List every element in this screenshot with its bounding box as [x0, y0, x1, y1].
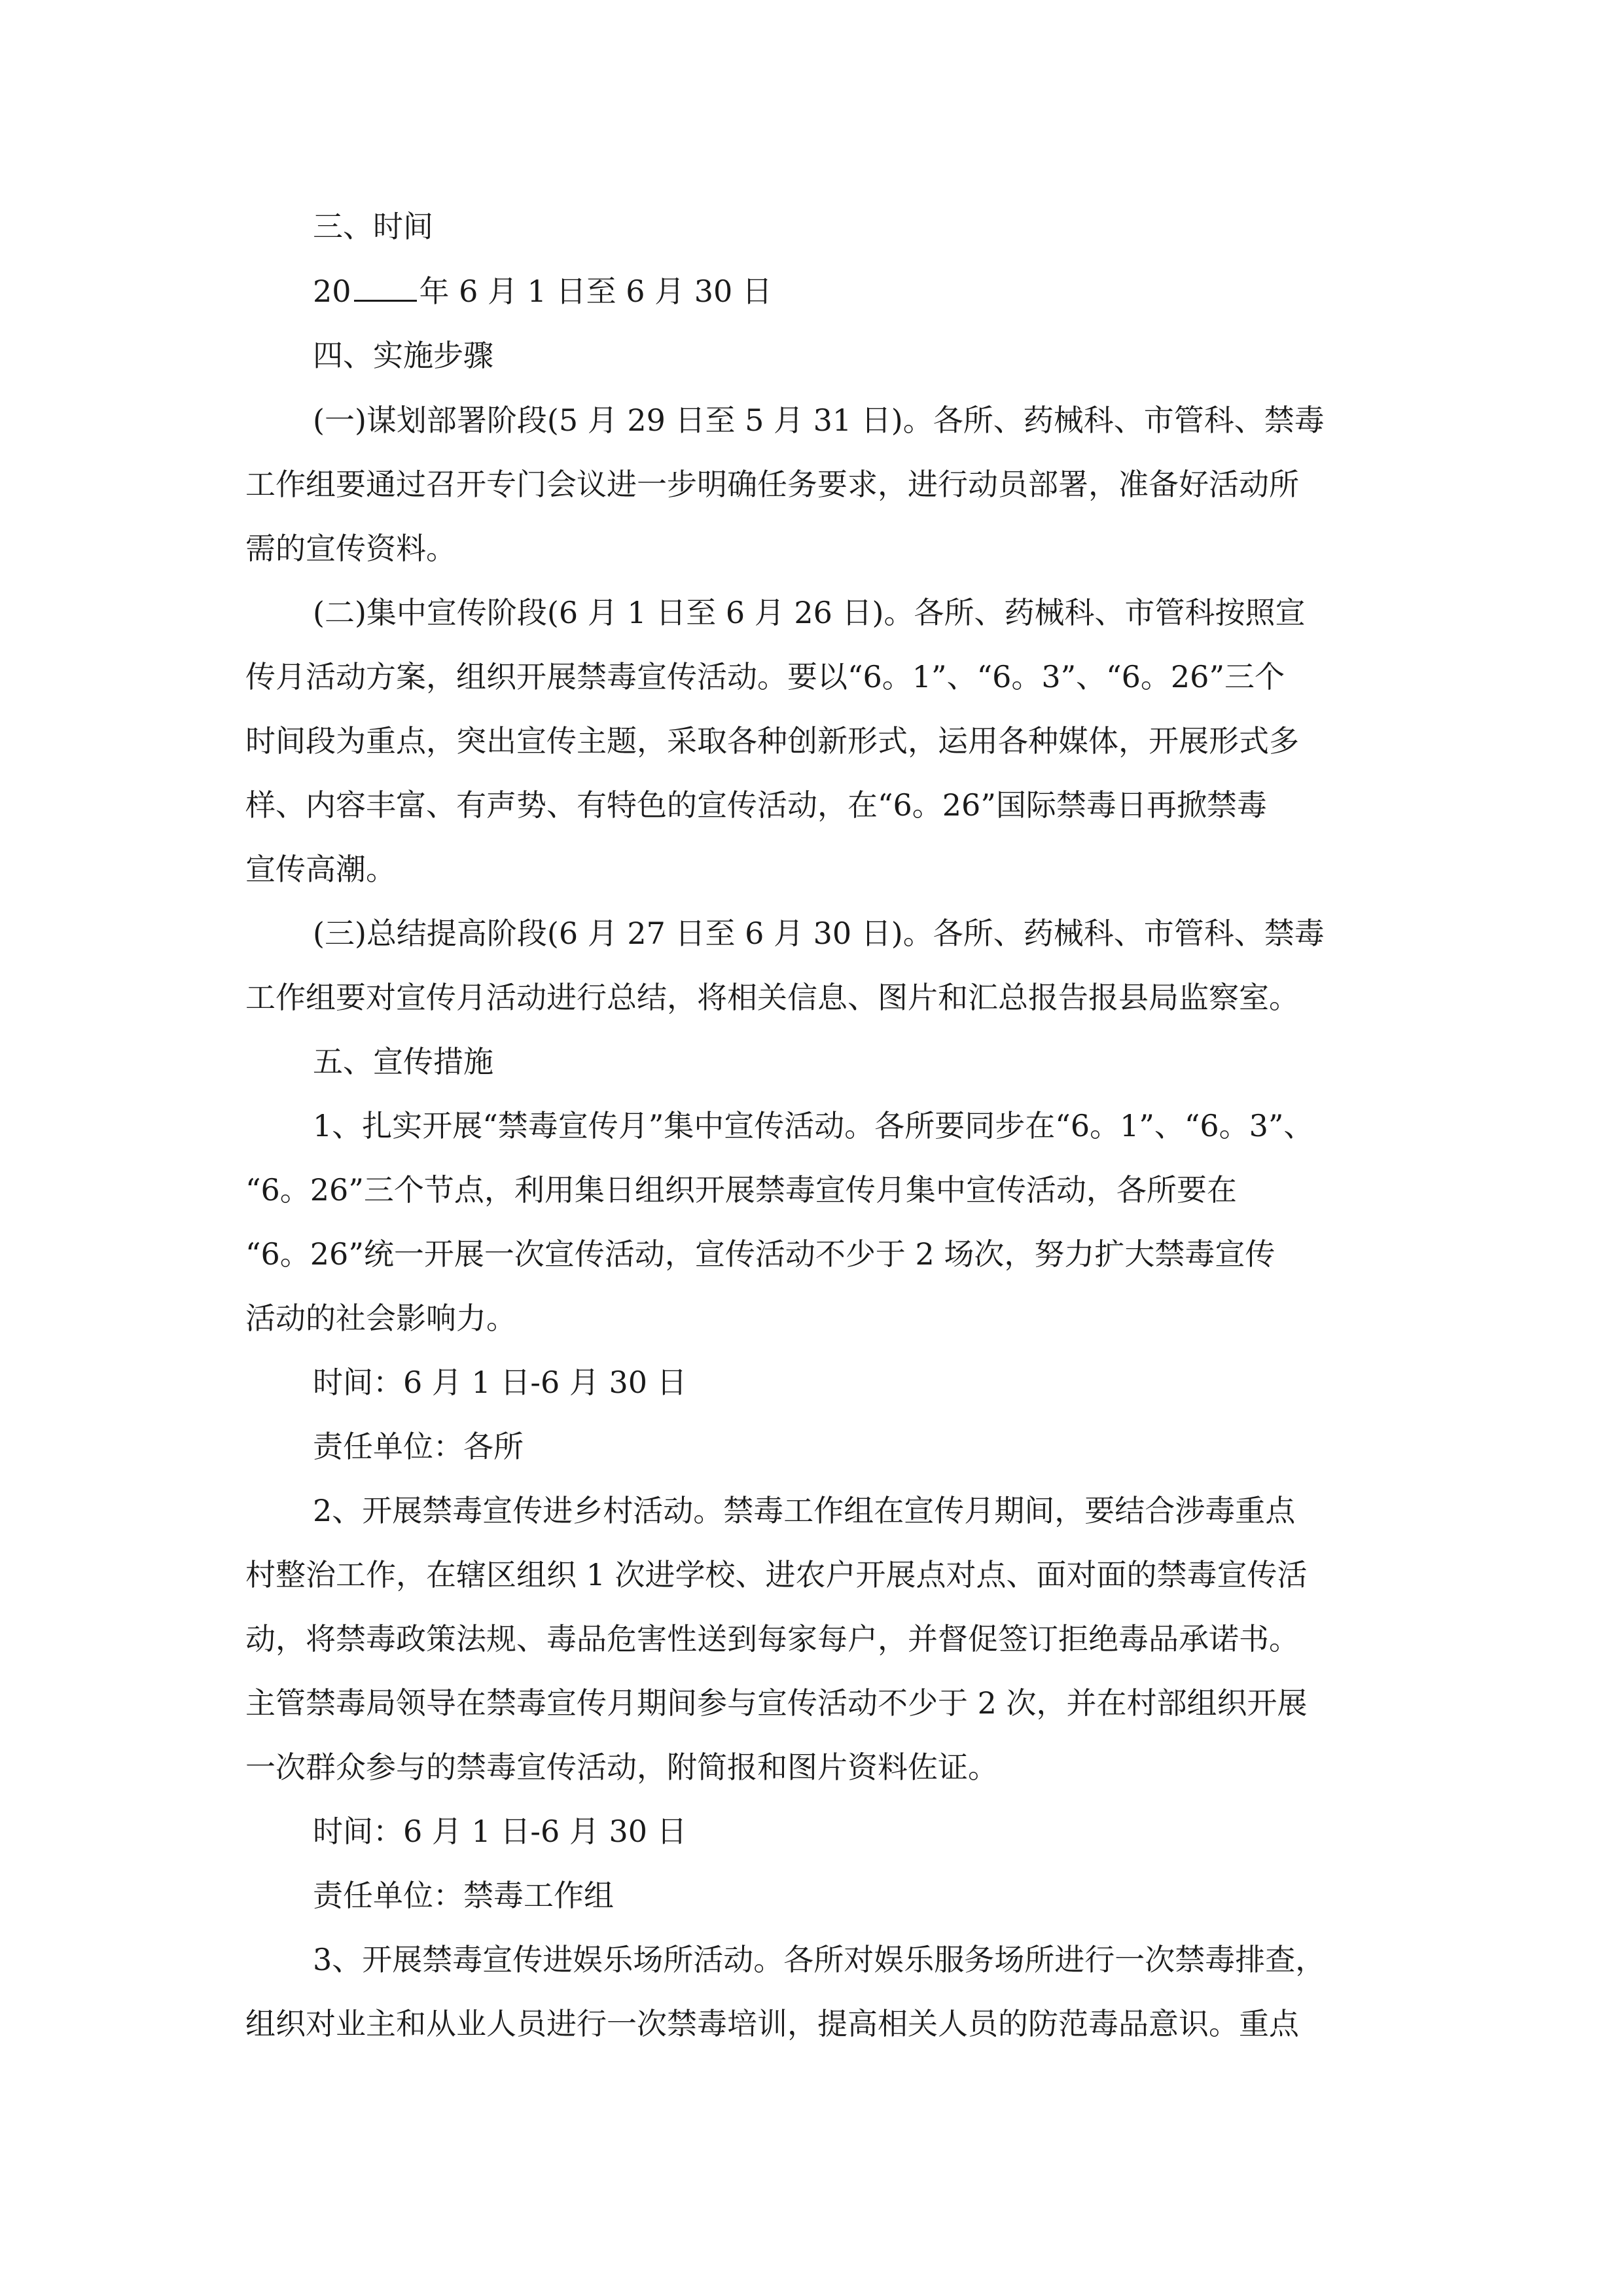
- year-prefix: 20: [313, 274, 351, 309]
- responsible-unit-line: 责任单位：禁毒工作组: [313, 1878, 614, 1913]
- section-heading-measures: 五、宣传措施: [313, 1044, 493, 1079]
- paragraph-line: 组织对业主和从业人员进行一次禁毒培训，提高相关人员的防范毒品意识。重点: [245, 2006, 1299, 2041]
- year-blank-underline: [354, 297, 417, 302]
- paragraph-line: (一)谋划部署阶段(5 月 29 日至 5 月 31 日)。各所、药械科、市管科、禁毒: [313, 403, 1325, 438]
- paragraph-line: 主管禁毒局领导在禁毒宣传月期间参与宣传活动不少于 2 次，并在村部组织开展: [245, 1685, 1308, 1721]
- time-line: 时间：6 月 1 日-6 月 30 日: [313, 1814, 687, 1849]
- paragraph-line: 动，将禁毒政策法规、毒品危害性送到每家每户，并督促签订拒绝毒品承诺书。: [245, 1621, 1299, 1657]
- date-range-line: [313, 272, 772, 311]
- paragraph-line: 3、开展禁毒宣传进娱乐场所活动。各所对娱乐服务场所进行一次禁毒排查，: [313, 1942, 1326, 1977]
- paragraph-line: 工作组要通过召开专门会议进一步明确任务要求，进行动员部署，准备好活动所: [245, 467, 1299, 502]
- paragraph-line: 活动的社会影响力。: [245, 1300, 516, 1336]
- paragraph-line: 村整治工作，在辖区组织 1 次进学校、进农户开展点对点、面对面的禁毒宣传活: [245, 1557, 1308, 1592]
- paragraph-line: 一次群众参与的禁毒宣传活动，附简报和图片资料佐证。: [245, 1749, 998, 1785]
- paragraph-line: 样、内容丰富、有声势、有特色的宣传活动，在“6。26”国际禁毒日再掀禁毒: [245, 787, 1267, 823]
- time-line: 时间：6 月 1 日-6 月 30 日: [313, 1365, 687, 1400]
- paragraph-line: (三)总结提高阶段(6 月 27 日至 6 月 30 日)。各所、药械科、市管科、禁毒: [313, 916, 1325, 951]
- paragraph-line: 时间段为重点，突出宣传主题，采取各种创新形式，运用各种媒体，开展形式多: [245, 723, 1299, 759]
- paragraph-line: 工作组要对宣传月活动进行总结，将相关信息、图片和汇总报告报县局监察室。: [245, 980, 1299, 1015]
- paragraph-line: 需的宣传资料。: [245, 531, 456, 566]
- paragraph-line: 宣传高潮。: [245, 852, 396, 887]
- paragraph-line: 传月活动方案，组织开展禁毒宣传活动。要以“6。1”、“6。3”、“6。26”三个: [245, 659, 1285, 694]
- paragraph-line: “6。26”三个节点，利用集日组织开展禁毒宣传月集中宣传活动，各所要在: [245, 1172, 1237, 1208]
- paragraph-line: “6。26”统一开展一次宣传活动，宣传活动不少于 2 场次，努力扩大禁毒宣传: [245, 1236, 1275, 1272]
- responsible-unit-line: 责任单位：各所: [313, 1429, 524, 1464]
- date-range-text: 年 6 月 1 日至 6 月 30 日: [419, 274, 772, 309]
- paragraph-line: 2、开展禁毒宣传进乡村活动。禁毒工作组在宣传月期间，要结合涉毒重点: [313, 1493, 1296, 1528]
- section-heading-steps: 四、实施步骤: [313, 338, 493, 373]
- section-heading-time: 三、时间: [313, 209, 433, 244]
- paragraph-line: 1、扎实开展“禁毒宣传月”集中宣传活动。各所要同步在“6。1”、“6。3”、: [313, 1108, 1314, 1143]
- paragraph-line: (二)集中宣传阶段(6 月 1 日至 6 月 26 日)。各所、药械科、市管科按照宣: [313, 595, 1306, 630]
